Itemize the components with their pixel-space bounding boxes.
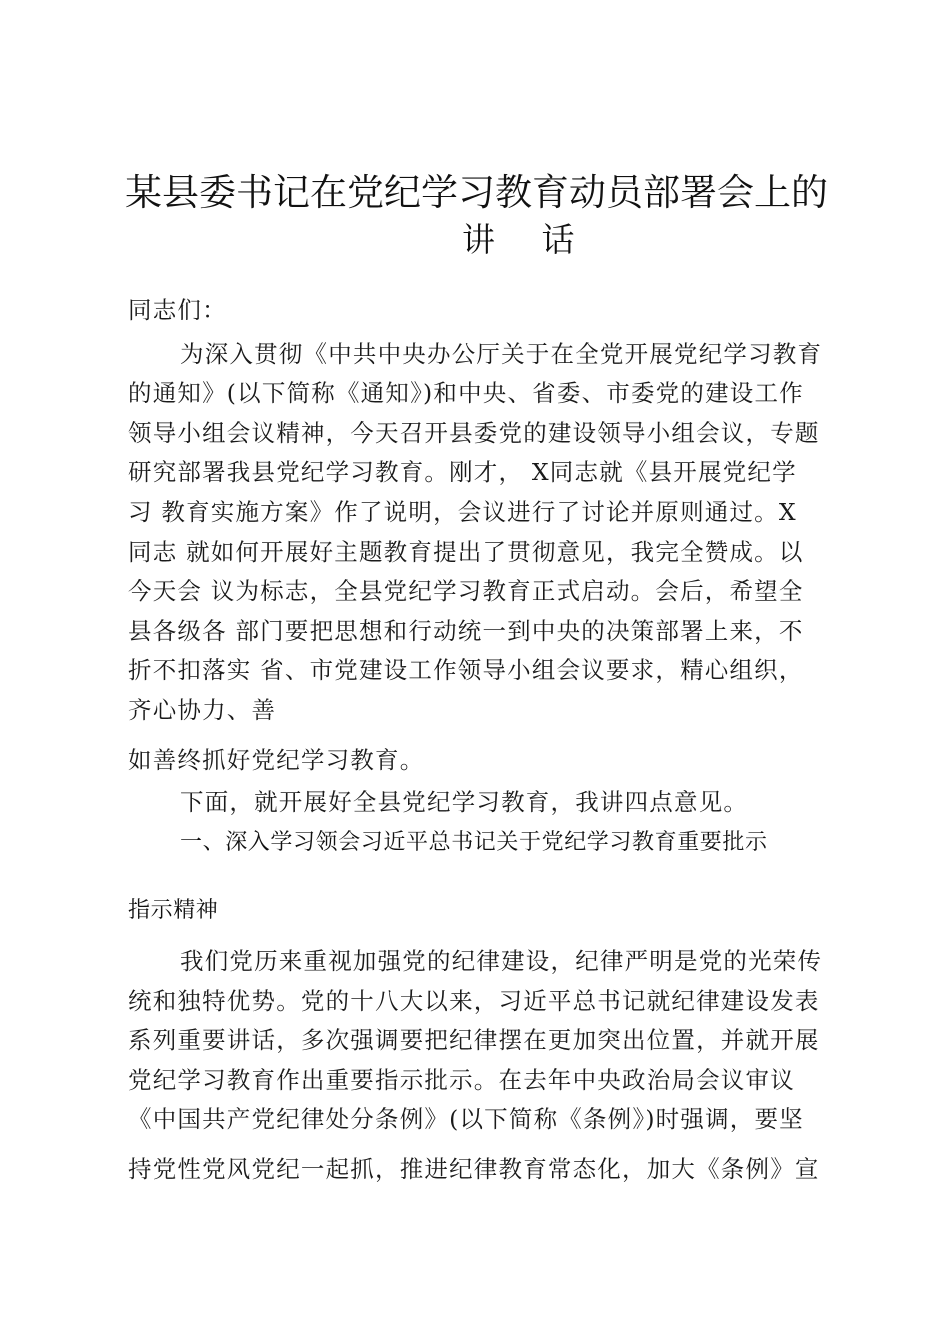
section-heading: 指示精神 xyxy=(128,898,219,923)
paragraph-line: 党纪学习教育作出重要指示批示。在去年中央政治局会议审议 xyxy=(128,1066,795,1094)
document-title-line-1: 某县委书记在党纪学习教育动员部署会上的 xyxy=(125,171,828,214)
paragraph-line: 为深入贯彻《中共中央办公厅关于在全党开展党纪学习教育 xyxy=(180,340,823,368)
paragraph-line: 今天会 议为标志，全县党纪学习教育正式启动。会后，希望全 xyxy=(128,577,804,605)
paragraph-line: 习 教育实施方案》作了说明，会议进行了讨论并原则通过。X xyxy=(128,498,797,526)
salutation: 同志们： xyxy=(128,296,227,324)
section-heading: 一、深入学习领会习近平总书记关于党纪学习教育重要批示 xyxy=(180,830,768,855)
paragraph-line: 持党性党风党纪一起抓，推进纪律教育常态化，加大《条例》宣 xyxy=(128,1155,820,1183)
paragraph-line: 如善终抓好党纪学习教育。 xyxy=(128,746,425,774)
paragraph-line: 同志 就如何开展好主题教育提出了贯彻意见，我完全赞成。以 xyxy=(128,538,804,566)
paragraph-line: 统和独特优势。党的十八大以来，习近平总书记就纪律建设发表 xyxy=(128,987,820,1015)
document-title-line-2: 讲 话 xyxy=(462,220,593,259)
paragraph-line: 下面，就开展好全县党纪学习教育，我讲四点意见。 xyxy=(180,788,749,816)
paragraph-line: 我们党历来重视加强党的纪律建设，纪律严明是党的光荣传 xyxy=(180,947,823,975)
paragraph-line: 的通知》(以下简称《通知》)和中央、省委、市委党的建设工作 xyxy=(128,379,804,407)
paragraph-line: 系列重要讲话，多次强调要把纪律摆在更加突出位置，并就开展 xyxy=(128,1026,820,1054)
paragraph-line: 领导小组会议精神，今天召开县委党的建设领导小组会议，专题 xyxy=(128,419,820,447)
paragraph-line: 齐心协力、善 xyxy=(128,696,277,724)
paragraph-line: 《中国共产党纪律处分条例》(以下简称《条例》)时强调，要坚 xyxy=(128,1105,804,1133)
paragraph-line: 折不扣落实 省、市党建设工作领导小组会议要求，精心组织， xyxy=(128,656,804,684)
paragraph-line: 县各级各 部门要把思想和行动统一到中央的决策部署上来，不 xyxy=(128,617,804,645)
paragraph-line: 研究部署我县党纪学习教育。刚才， X同志就《县开展党纪学 xyxy=(128,458,797,486)
